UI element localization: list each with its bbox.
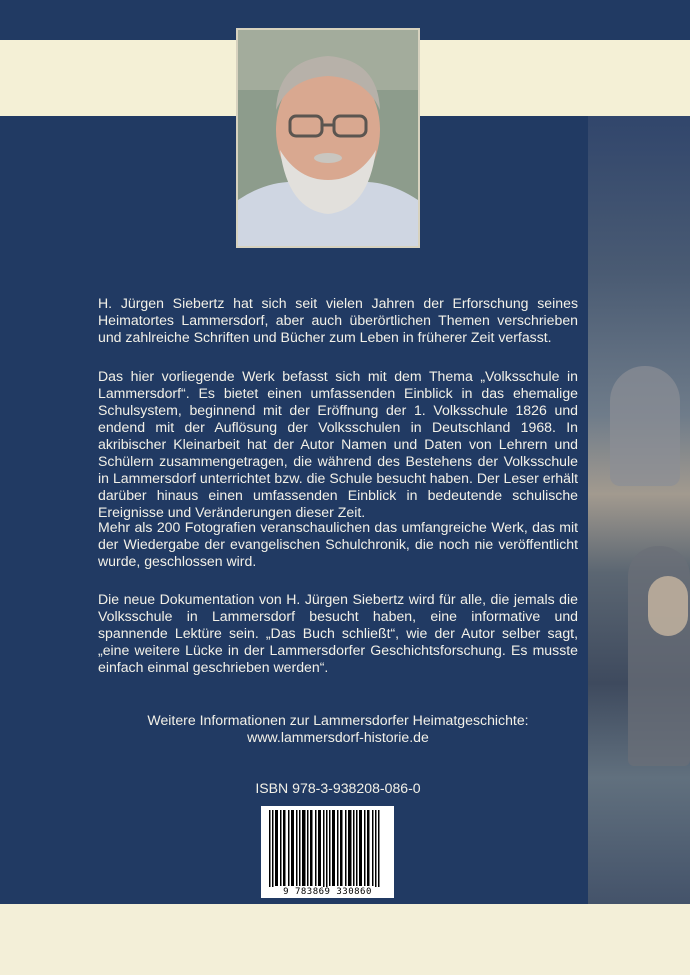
further-info bbox=[98, 712, 578, 746]
description-paragraph-4: Die neue Dokumentation von H. Jürgen Siebertz wird für alle, die jemals die Volksschule in Lammersdorf besucht haben, eine informative und spannende Lektüre sein. „Das Buch schließt“, wie der Autor selber sagt, „eine weitere Lücke in der Lammersdorfer Geschichtsforschung. Es musste einfach einmal geschrieben werden“. bbox=[98, 591, 578, 675]
faded-background-photo bbox=[588, 116, 690, 904]
background-figure bbox=[610, 366, 680, 486]
author-portrait-photo-icon bbox=[238, 30, 418, 246]
cream-band-bottom bbox=[0, 904, 690, 975]
description-paragraph-3: Mehr als 200 Fotografien veranschaulichen das umfangreiche Werk, das mit der Wiedergabe der evangelischen Schulchronik, die noch nie veröffentlicht wurde, geschlossen wird. bbox=[98, 519, 578, 569]
barcode bbox=[261, 806, 394, 898]
isbn-number: ISBN 978-3-938208-086-0 bbox=[255, 780, 421, 796]
website-link: www.lammersdorf-historie.de bbox=[247, 729, 429, 745]
barcode-digits: 9 783869 330860 bbox=[261, 887, 394, 897]
description-paragraph-2: Das hier vorliegende Werk befasst sich mit dem Thema „Volksschule in Lammersdorf“. Es bietet einen umfassenden Einblick in das ehemalige Schulsystem, beginnend mit der Eröffnung der 1. Volksschule 1826 und endend mit der Auflösung der Volksschulen in Deutschland 1968. In akribischer Kleinarbeit hat der Autor Namen und Daten von Lehrern und Schülern zusammengetragen, die während des Bestehens der Volksschule in Lammersdorf unterrichtet bzw. die Schule besucht haben. Der Leser erhält darüber hinaus einen umfassenden Einblick in bedeutende schulische Ereignisse und Veränderungen dieser Zeit. bbox=[98, 368, 578, 520]
author-portrait bbox=[236, 28, 420, 248]
description-paragraph-1: H. Jürgen Siebertz hat sich seit vielen Jahren der Erforschung seines Heimatortes Lammersdorf, aber auch überörtlichen Themen verschrieben und zahlreiche Schriften und Bücher zum Leben in früherer Zeit verfasst. bbox=[98, 295, 578, 345]
ean-barcode-icon bbox=[261, 806, 394, 898]
background-face bbox=[648, 576, 688, 636]
further-info-text: Weitere Informationen zur Lammersdorfer Heimatgeschichte: bbox=[147, 712, 529, 728]
